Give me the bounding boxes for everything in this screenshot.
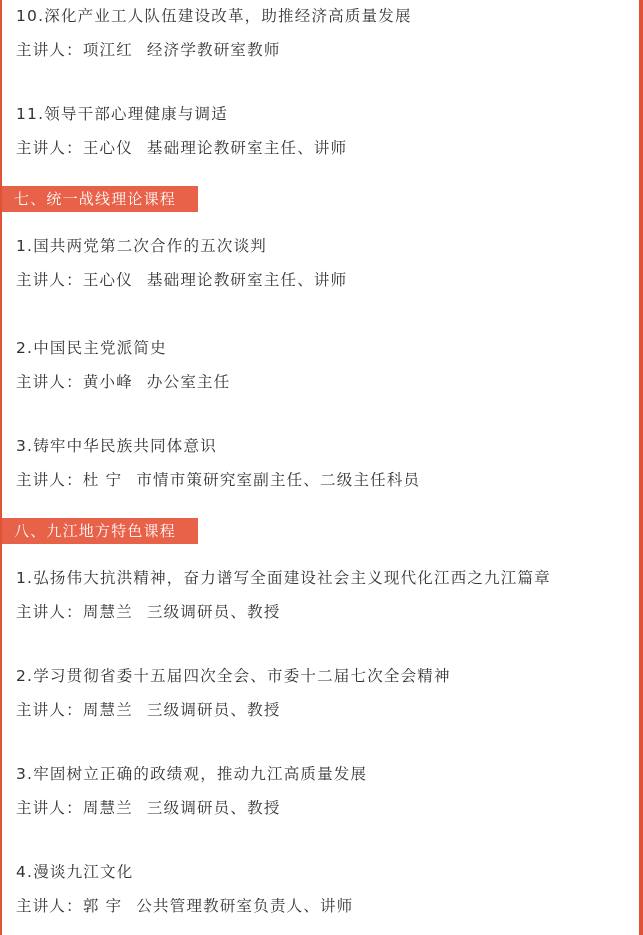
- course-title: 3.牢固树立正确的政绩观，推动九江高质量发展: [16, 765, 368, 783]
- speaker-name: 周慧兰: [82, 603, 133, 621]
- speaker-role: 办公室主任: [146, 373, 231, 391]
- speaker-name: 周慧兰: [82, 799, 133, 817]
- course-speaker: [16, 601, 281, 623]
- speaker-name: 黄小峰: [82, 373, 133, 391]
- section-header: 八、九江地方特色课程: [2, 518, 198, 544]
- course-speaker: [16, 797, 281, 819]
- course-title: 2.中国民主党派简史: [16, 339, 167, 357]
- speaker-name: 王心仪: [82, 139, 133, 157]
- speaker-role: 三级调研员、教授: [146, 701, 281, 719]
- speaker-role: 基础理论教研室主任、讲师: [146, 271, 348, 289]
- course-speaker: [16, 895, 353, 917]
- speaker-label: 主讲人：: [16, 271, 83, 289]
- course-speaker: [16, 269, 347, 291]
- speaker-name: 项江红: [82, 41, 133, 59]
- speaker-label: 主讲人：: [16, 603, 83, 621]
- speaker-label: 主讲人：: [16, 471, 83, 489]
- course-title: 1.弘扬伟大抗洪精神，奋力谱写全面建设社会主义现代化江西之九江篇章: [16, 569, 551, 587]
- speaker-label: 主讲人：: [16, 139, 83, 157]
- course-speaker: [16, 469, 420, 491]
- course-speaker: [16, 39, 281, 61]
- speaker-name: 周慧兰: [82, 701, 133, 719]
- course-title: 1.国共两党第二次合作的五次谈判: [16, 237, 267, 255]
- course-title: 10.深化产业工人队伍建设改革，助推经济高质量发展: [16, 7, 412, 25]
- course-speaker: [16, 699, 281, 721]
- speaker-label: 主讲人：: [16, 799, 83, 817]
- speaker-label: 主讲人：: [16, 897, 83, 915]
- speaker-role: 基础理论教研室主任、讲师: [146, 139, 348, 157]
- course-title: 4.漫谈九江文化: [16, 863, 134, 881]
- right-frame-border: [639, 0, 643, 935]
- course-speaker: [16, 137, 347, 159]
- speaker-label: 主讲人：: [16, 373, 83, 391]
- course-title: 3.铸牢中华民族共同体意识: [16, 437, 217, 455]
- speaker-name: 郭 宇: [82, 897, 123, 915]
- speaker-label: 主讲人：: [16, 41, 83, 59]
- left-frame-border: [0, 0, 2, 935]
- section-header: 七、统一战线理论课程: [2, 186, 198, 212]
- speaker-name: 杜 宁: [82, 471, 123, 489]
- speaker-role: 三级调研员、教授: [146, 799, 281, 817]
- speaker-role: 市情市策研究室副主任、二级主任科员: [136, 471, 421, 489]
- speaker-label: 主讲人：: [16, 701, 83, 719]
- course-speaker: [16, 371, 230, 393]
- speaker-role: 经济学教研室教师: [146, 41, 281, 59]
- speaker-role: 公共管理教研室负责人、讲师: [136, 897, 354, 915]
- course-title: 2.学习贯彻省委十五届四次全会、市委十二届七次全会精神: [16, 667, 451, 685]
- course-title: 11.领导干部心理健康与调适: [16, 105, 228, 123]
- speaker-role: 三级调研员、教授: [146, 603, 281, 621]
- speaker-name: 王心仪: [82, 271, 133, 289]
